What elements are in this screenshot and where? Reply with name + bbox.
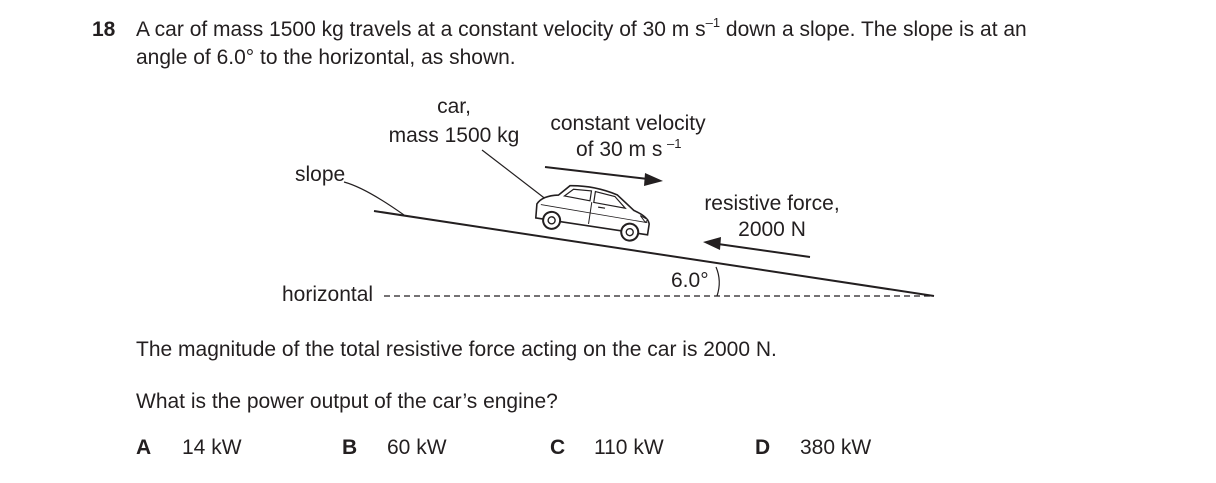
option-d-value: 380 kW [800, 436, 872, 459]
velocity-arrow-line [545, 167, 648, 179]
car-label-line-1: car, [437, 95, 471, 118]
question-unit-superscript: –1 [705, 15, 721, 30]
answer-option-d[interactable] [755, 436, 872, 460]
car-icon [534, 180, 654, 244]
resistive-force-label-line-1: resistive force, [704, 192, 840, 215]
question-prompt: What is the power output of the car’s engine? [136, 390, 558, 413]
slope-line [374, 211, 934, 296]
option-b-letter: B [342, 436, 358, 459]
angle-arc [716, 267, 719, 296]
question-number: 18 [92, 18, 116, 41]
horizontal-label: horizontal [282, 283, 374, 306]
answer-option-a[interactable] [136, 436, 242, 460]
resistive-arrow-line [718, 244, 810, 257]
slope-label: slope [295, 163, 346, 186]
question-text-line-1-main: A car of mass 1500 kg travels at a constant velocity of 30 m s [136, 18, 706, 41]
question-text-line-2: angle of 6.0° to the horizontal, as shown. [136, 46, 516, 69]
velocity-unit-superscript: –1 [667, 136, 682, 151]
answer-option-b[interactable] [342, 436, 447, 460]
velocity-label-line-1: constant velocity [550, 112, 706, 135]
resistive-force-label-line-2: 2000 N [738, 218, 806, 241]
car-label-line-2: mass 1500 kg [388, 124, 520, 147]
velocity-arrow-head [644, 173, 663, 186]
answer-option-c[interactable] [550, 436, 664, 460]
option-c-value: 110 kW [594, 436, 664, 459]
resistive-arrow-head [703, 237, 721, 250]
angle-label: 6.0° [671, 269, 709, 292]
option-b-value: 60 kW [387, 436, 447, 459]
option-a-letter: A [136, 436, 152, 459]
slope-leader-line [344, 182, 404, 215]
statement-text: The magnitude of the total resistive force acting on the car is 2000 N. [136, 338, 777, 361]
option-c-letter: C [550, 436, 566, 459]
option-a-value: 14 kW [182, 436, 242, 459]
option-d-letter: D [755, 436, 771, 459]
question-text-line-1-end: down a slope. The slope is at an [720, 18, 1027, 41]
velocity-label-line-2: of 30 m s [576, 138, 663, 161]
